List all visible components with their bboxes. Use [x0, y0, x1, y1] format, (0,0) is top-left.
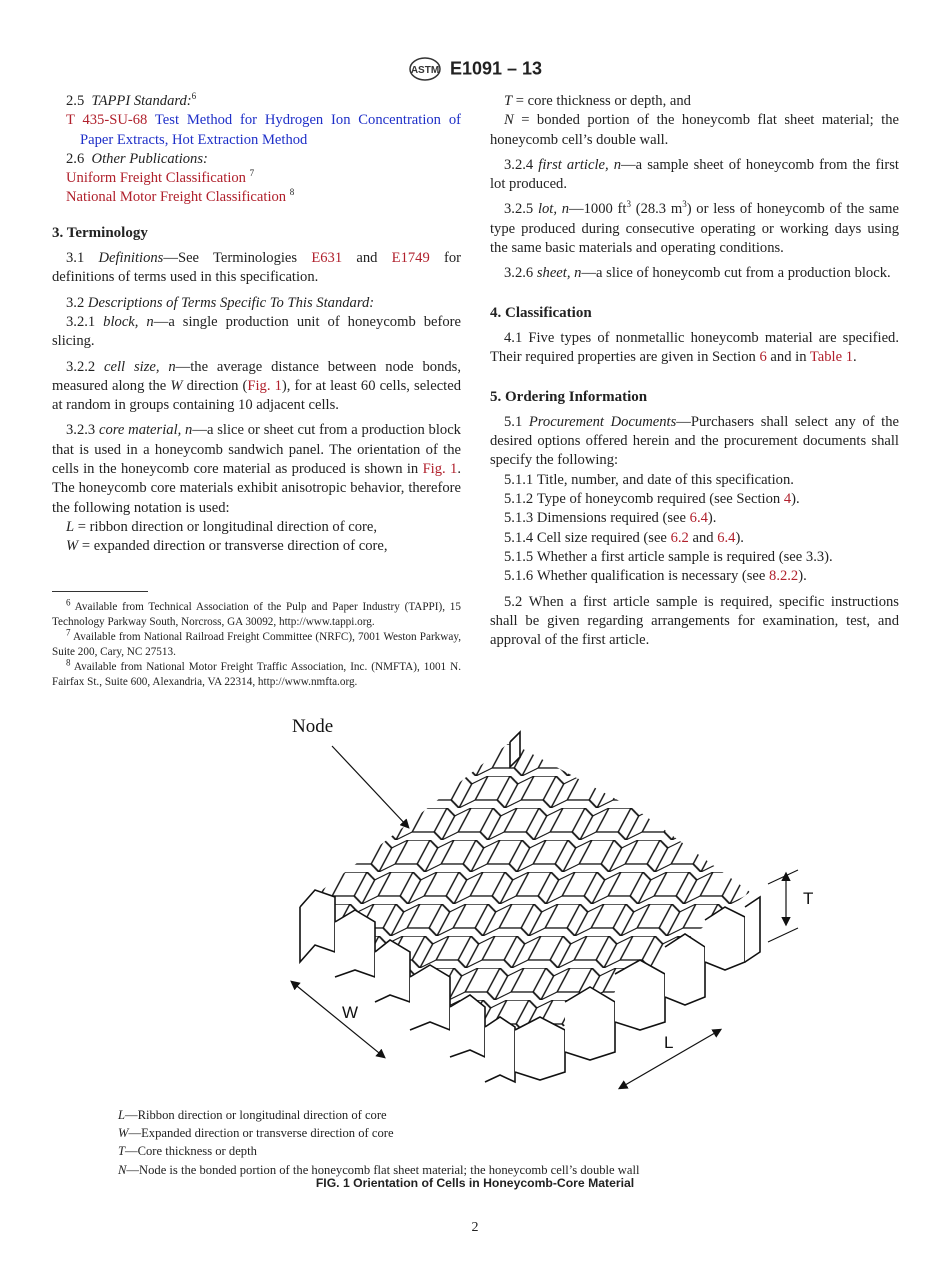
tappi-code-link[interactable]: T 435-SU-68: [66, 112, 148, 129]
honeycomb-cells: [300, 732, 760, 1082]
section-5-1: 5.1 Procurement Documents—Purchasers shall select any of the desired options offered herein and the procurement documents shall specify the following:: [490, 413, 899, 469]
legend-w: W—Expanded direction or transverse direction of core: [118, 1126, 394, 1141]
notation-w: W = expanded direction or transverse direction of core,: [66, 538, 388, 555]
figure-legend: [118, 1106, 639, 1179]
figure-caption: FIG. 1 Orientation of Cells in Honeycomb-Core Material: [315, 1176, 635, 1190]
publication-national-motor-freight: National Motor Freight Classification $^8$: [66, 187, 295, 206]
node-label: Node: [292, 716, 334, 737]
section-3-2-6: 3.2.6 sheet, n—a slice of honeycomb cut from a production block.: [504, 265, 891, 282]
footnote-divider: [52, 591, 148, 592]
footnote-7: $^7$ Available from National Railroad Freight Committee (NRFC), 7001 Weston Parkway, Suite 200, Cary, NC 27513.: [52, 626, 461, 658]
t-label: T: [803, 889, 814, 908]
section-6-link[interactable]: 6: [759, 349, 767, 366]
fig1-link[interactable]: Fig. 1: [422, 461, 458, 478]
footnotes: [52, 596, 461, 690]
section-5-1-4: 5.1.4 Cell size required (see 6.2 and 6.4).: [504, 529, 744, 546]
section-4-1: 4.1 Five types of nonmetallic honeycomb material are specified. Their required properties are given in Section 6 and in Table 1.: [490, 329, 900, 366]
notation-l: L = ribbon direction or longitudinal direction of core,: [66, 518, 377, 535]
table-1-link[interactable]: Table 1: [809, 349, 854, 366]
page-header: [0, 56, 950, 82]
uniform-freight-link[interactable]: Uniform Freight Classification: [66, 170, 246, 187]
heading-classification: 4. Classification: [490, 304, 592, 321]
section-2-6: 2.6 Other Publications:: [66, 150, 208, 167]
section-5-1-3: 5.1.3 Dimensions required (see 6.4).: [504, 510, 717, 527]
section-4-link[interactable]: 4: [783, 491, 792, 508]
w-arrow: [292, 982, 384, 1057]
heading-ordering-information: 5. Ordering Information: [490, 388, 648, 405]
legend-n: N—Node is the bonded portion of the honeycomb flat sheet material; the honeycomb cell’s double wall: [118, 1162, 640, 1177]
section-2-5: 2.5 TAPPI Standard:$^6$: [66, 91, 197, 109]
svg-text:ASTM: ASTM: [410, 65, 440, 76]
publication-uniform-freight: Uniform Freight Classification $^7$: [66, 168, 255, 187]
section-6-4-link[interactable]: 6.4: [689, 510, 708, 527]
astm-logo-icon: [408, 56, 442, 82]
section-3-1: 3.1 Definitions—See Terminologies E631 and E1749 for definitions of terms used in this specification.: [52, 250, 462, 286]
e1749-link[interactable]: E1749: [391, 250, 430, 267]
section-6-4-link[interactable]: 6.4: [717, 529, 736, 546]
section-5-1-6: 5.1.6 Whether qualification is necessary (see 8.2.2).: [504, 568, 807, 585]
footnote-6: $^6$ Available from Technical Association of the Pulp and Paper Industry (TAPPI), 15 Technology Parkway South, Norcross, GA 30092, http://www.tappi.org.: [52, 596, 461, 628]
national-motor-freight-link[interactable]: National Motor Freight Classification: [66, 189, 287, 206]
section-5-2: 5.2 When a first article sample is required, specific instructions shall be given regarding arrangements for examination, test, and approval of the first article.: [490, 593, 899, 649]
section-6-2-link[interactable]: 6.2: [670, 529, 689, 546]
standard-designation: E1091 – 13: [449, 58, 543, 79]
right-column: [490, 92, 899, 650]
figure-1-honeycomb: [280, 712, 840, 1102]
legend-t: T—Core thickness or depth: [118, 1144, 257, 1159]
section-3-2-2: 3.2.2 cell size, n—the average distance between node bonds, measured along the W direction (Fig. 1), for at least 60 cells, selected at random in groups containing 10 adjacent cells.: [52, 358, 462, 414]
legend-l: L—Ribbon direction or longitudinal direction of core: [118, 1108, 387, 1122]
l-label: L: [664, 1033, 674, 1052]
section-3-2-3: 3.2.3 core material, n—a slice or sheet cut from a production block that is used in a honeycomb sandwich panel. The orientation of the cells in the honeycomb core material as produced is shown in Fig. 1. The honeycomb core materials exhibit anisotropic behavior, therefore the following notation is used:: [52, 422, 461, 516]
notation-t: T = core thickness or depth, and: [504, 93, 691, 109]
footnote-8: $^8$ Available from National Motor Freight Traffic Association, Inc. (NMFTA), 1001 N. Fairfax St., Suite 600, Alexandria, VA 22314, http://www.nmfta.org.: [52, 656, 461, 688]
fig1-link[interactable]: Fig. 1: [247, 377, 282, 394]
page-number: 2: [471, 1220, 479, 1235]
honeycomb-diagram: [280, 712, 840, 1102]
tappi-reference: [52, 111, 461, 150]
tappi-title-link[interactable]: Test Method for Hydrogen Ion Concentration of Paper Extracts, Hot Extraction Method: [80, 112, 461, 148]
notation-n: N = bonded portion of the honeycomb flat sheet material; the honeycomb cell’s double wall.: [490, 112, 899, 148]
e631-link[interactable]: E631: [311, 250, 343, 267]
node-arrow: [332, 746, 408, 827]
left-column: [52, 92, 461, 690]
section-3-2-1: 3.2.1 block, n—a single production unit of honeycomb before slicing.: [52, 313, 461, 350]
section-5-1-1: 5.1.1 Title, number, and date of this specification.: [504, 471, 794, 488]
section-3-2-5: 3.2.5 lot, n—1000 $ft^3$ (28.3 $m^3$) or less of honeycomb of the same type produced during consecutive operating or working days using the same basic materials and operating conditions.: [490, 199, 899, 257]
section-5-1-5: 5.1.5 Whether a first article sample is required (see 3.3).: [504, 548, 833, 565]
section-5-1-2: 5.1.2 Type of honeycomb required (see Section 4).: [504, 491, 800, 508]
w-label: W: [342, 1003, 359, 1022]
section-3-2-4: 3.2.4 first article, n—a sample sheet of honeycomb from the first lot produced.: [490, 156, 899, 193]
section-3-2: 3.2 Descriptions of Terms Specific To This Standard:: [66, 294, 375, 311]
section-8-2-2-link[interactable]: 8.2.2: [769, 568, 799, 585]
heading-terminology: 3. Terminology: [52, 224, 148, 241]
